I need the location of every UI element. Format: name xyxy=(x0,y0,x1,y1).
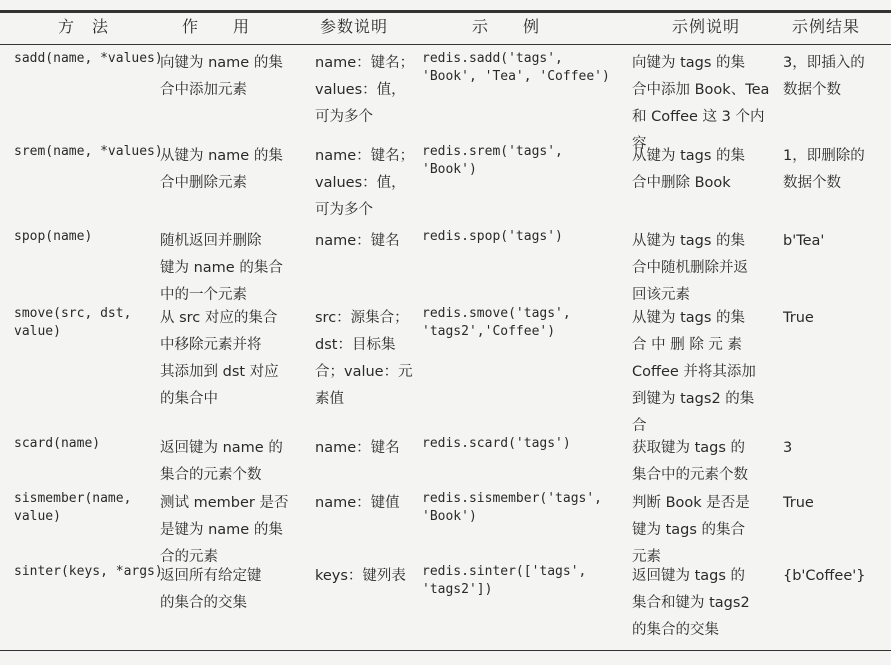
example-cell: redis.sadd('tags', 'Book', 'Tea', 'Coffee') xyxy=(422,51,610,84)
header-example-desc: 示例说明 xyxy=(672,17,741,36)
example-cell: redis.sinter(['tags', 'tags2']) xyxy=(422,564,587,597)
method-cell: smove(src, dst, value) xyxy=(14,306,132,339)
method-cell: sadd(name, *values) xyxy=(14,51,163,66)
example-desc-cell: 从键为 tags 的集 合 中 删 除 元 素 Coffee 并将其添加 到键为 tags2 的集 合 xyxy=(632,310,756,434)
purpose-cell: 返回键为 name 的 集合的元素个数 xyxy=(160,440,283,483)
method-cell: srem(name, *values) xyxy=(14,144,163,159)
example-desc-cell: 返回键为 tags 的 集合和键为 tags2 的集合的交集 xyxy=(632,568,750,638)
example-desc-cell: 判断 Book 是否是 键为 tags 的集合 元素 xyxy=(632,495,750,565)
method-cell: sismember(name, value) xyxy=(14,491,132,524)
method-cell: sinter(keys, *args) xyxy=(14,564,163,579)
header-example: 示 例 xyxy=(472,17,541,36)
example-result-cell: True xyxy=(783,495,814,511)
example-desc-cell: 向键为 tags 的集 合中添加 Book、Tea 和 Coffee 这 3 个内 容 xyxy=(632,55,770,152)
example-cell: redis.srem('tags', 'Book') xyxy=(422,144,563,177)
header-example-result: 示例结果 xyxy=(792,17,861,36)
example-result-cell: b'Tea' xyxy=(783,233,825,249)
example-cell: redis.sismember('tags', 'Book') xyxy=(422,491,603,524)
purpose-cell: 返回所有给定键 的集合的交集 xyxy=(160,568,262,611)
header-params: 参数说明 xyxy=(320,17,389,36)
purpose-cell: 向键为 name 的集 合中添加元素 xyxy=(160,55,283,98)
example-desc-cell: 从键为 tags 的集 合中删除 Book xyxy=(632,148,746,191)
example-result-cell: 3 xyxy=(783,440,793,456)
header-rule xyxy=(0,44,891,45)
example-desc-cell: 获取键为 tags 的 集合中的元素个数 xyxy=(632,440,748,483)
bottom-rule xyxy=(0,650,891,651)
example-result-cell: 3，即插入的 数据个数 xyxy=(783,55,865,98)
params-cell: name：键名； values：值， 可为多个 xyxy=(315,55,415,125)
purpose-cell: 测试 member 是否 是键为 name 的集 合的元素 xyxy=(160,495,289,565)
example-result-cell: 1，即删除的 数据个数 xyxy=(783,148,865,191)
params-cell: name：键名； values：值， 可为多个 xyxy=(315,148,415,218)
example-cell: redis.smove('tags', 'tags2','Coffee') xyxy=(422,306,571,339)
method-cell: scard(name) xyxy=(14,436,101,451)
top-rule xyxy=(0,10,891,13)
params-cell: keys：键列表 xyxy=(315,568,406,584)
params-cell: src：源集合； dst：目标集 合；value：元 素值 xyxy=(315,310,413,407)
purpose-cell: 随机返回并删除 键为 name 的集合 中的一个元素 xyxy=(160,233,283,303)
params-cell: name：键名 xyxy=(315,440,400,456)
example-result-cell: True xyxy=(783,310,814,326)
header-purpose: 作 用 xyxy=(182,17,251,36)
purpose-cell: 从 src 对应的集合 中移除元素并将 其添加到 dst 对应 的集合中 xyxy=(160,310,279,407)
method-cell: spop(name) xyxy=(14,229,93,244)
example-cell: redis.scard('tags') xyxy=(422,436,571,451)
example-cell: redis.spop('tags') xyxy=(422,229,563,244)
params-cell: name：键名 xyxy=(315,233,400,249)
example-desc-cell: 从键为 tags 的集 合中随机删除并返 回该元素 xyxy=(632,233,748,303)
header-method: 方 法 xyxy=(58,17,110,36)
purpose-cell: 从键为 name 的集 合中删除元素 xyxy=(160,148,283,191)
example-result-cell: {b'Coffee'} xyxy=(783,568,866,584)
params-cell: name：键值 xyxy=(315,495,400,511)
